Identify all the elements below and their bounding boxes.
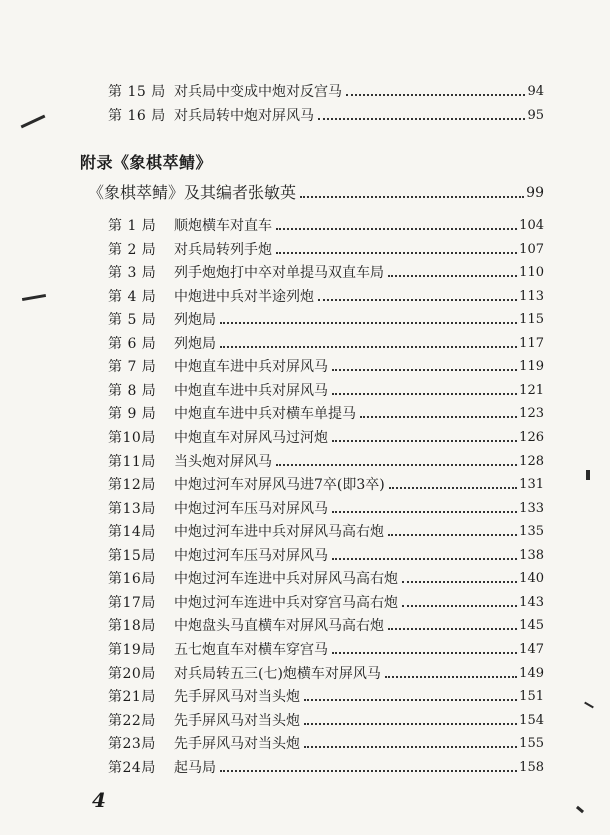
dot-leader	[304, 698, 517, 701]
toc-entry[interactable]	[108, 475, 544, 495]
toc-game-number: 第 6 局	[108, 335, 157, 352]
toc-game-number: 第19局	[108, 641, 156, 658]
toc-entry[interactable]	[108, 711, 544, 731]
dot-leader	[300, 195, 524, 198]
dot-leader	[388, 627, 517, 630]
toc-entry-title: 起马局	[174, 759, 216, 776]
toc-game-number: 第15局	[108, 547, 156, 564]
toc-game-number: 第14局	[108, 524, 156, 541]
toc-game-number: 第 15 局	[108, 84, 166, 100]
toc-page-number: 155	[519, 736, 544, 752]
toc-page-number: 131	[519, 477, 544, 493]
scan-mark	[576, 806, 584, 813]
toc-game-number: 第 4 局	[108, 288, 157, 305]
dot-leader	[276, 227, 517, 230]
toc-entry[interactable]	[108, 334, 544, 354]
toc-page-number: 94	[527, 84, 544, 99]
toc-entry-title: 中炮直车对屏风马过河炮	[174, 430, 328, 446]
appendix-intro-entry[interactable]	[88, 182, 544, 204]
toc-entry[interactable]	[108, 404, 544, 424]
toc-page-number: 126	[519, 430, 544, 445]
toc-entry[interactable]	[108, 640, 544, 660]
toc-entry[interactable]	[108, 593, 544, 613]
toc-page-number: 128	[519, 453, 544, 469]
toc-entry-title: 中炮过河车压马对屏风马	[174, 547, 328, 564]
toc-entry-title: 列炮局	[174, 312, 216, 329]
toc-game-number: 第23局	[108, 736, 156, 753]
toc-game-number: 第11局	[108, 453, 156, 470]
toc-entry[interactable]	[108, 546, 544, 566]
toc-page-number: 154	[519, 712, 544, 728]
dot-leader	[388, 274, 517, 277]
toc-entry[interactable]	[108, 287, 544, 307]
toc-entry-title: 中炮过河车连进中兵对穿宫马高右炮	[174, 594, 398, 611]
scan-mark	[22, 294, 46, 301]
toc-game-number: 第 9 局	[108, 406, 157, 423]
toc-game-number: 第 16 局	[108, 108, 166, 124]
toc-game-number: 第20局	[108, 665, 156, 682]
dot-leader	[220, 321, 517, 324]
toc-entry[interactable]	[108, 240, 544, 260]
toc-page-number: 143	[519, 594, 544, 610]
toc-game-number: 第24局	[108, 759, 156, 776]
dot-leader	[276, 463, 517, 466]
dot-leader	[220, 345, 517, 348]
toc-entry-title: 当头炮对屏风马	[174, 453, 272, 470]
toc-page-number: 151	[519, 689, 544, 704]
toc-entry-title: 五七炮直车对横车穿宫马	[174, 641, 328, 658]
toc-entry-title: 顺炮横车对直车	[174, 218, 272, 234]
dot-leader	[332, 510, 517, 513]
toc-page-number: 140	[519, 571, 544, 587]
appendix-heading: 附录《象棋萃鲭》	[80, 153, 213, 172]
toc-page-number: 135	[519, 524, 544, 540]
toc-game-number: 第 5 局	[108, 312, 157, 329]
toc-entry-title: 对兵局中变成中炮对反宫马	[174, 84, 342, 100]
toc-entry[interactable]	[108, 263, 544, 283]
toc-entry[interactable]	[108, 216, 544, 236]
toc-entry[interactable]	[108, 82, 544, 102]
dot-leader	[389, 486, 517, 489]
toc-entry[interactable]	[108, 106, 544, 126]
toc-page-number: 133	[519, 500, 544, 516]
toc-game-number: 第 2 局	[108, 241, 157, 258]
toc-page-number: 147	[519, 641, 544, 657]
dot-leader	[402, 580, 517, 583]
toc-entry-title: 中炮直车进中兵对横车单提马	[174, 406, 356, 423]
toc-page-number: 121	[519, 382, 544, 398]
toc-page-number: 113	[519, 288, 544, 304]
dot-leader	[388, 533, 517, 536]
dot-leader	[332, 557, 517, 560]
toc-entry-title: 中炮过河车进中兵对屏风马高右炮	[174, 524, 384, 541]
page-number: 4	[92, 788, 106, 812]
toc-game-number: 第12局	[108, 477, 156, 494]
toc-entry-title: 中炮盘头马直横车对屏风马高右炮	[174, 618, 384, 635]
toc-entry[interactable]	[108, 310, 544, 330]
toc-entry-title: 对兵局转五三(七)炮横车对屏风马	[174, 665, 381, 682]
dot-leader	[332, 392, 517, 395]
toc-entry[interactable]	[108, 687, 544, 707]
dot-leader	[385, 675, 517, 678]
toc-entry[interactable]	[108, 616, 544, 636]
toc-entry-title: 中炮直车进中兵对屏风马	[174, 359, 328, 376]
toc-entry-title: 中炮直车进中兵对屏风马	[174, 382, 328, 399]
toc-page-number: 110	[519, 265, 544, 281]
scan-mark	[584, 702, 594, 709]
toc-entry[interactable]	[108, 452, 544, 472]
toc-entry-title: 先手屏风马对当头炮	[174, 689, 300, 705]
toc-game-number: 第17局	[108, 594, 156, 611]
toc-entry[interactable]	[108, 664, 544, 684]
toc-page-number: 115	[519, 312, 544, 328]
toc-entry-title: 先手屏风马对当头炮	[174, 712, 300, 729]
toc-game-number: 第 3 局	[108, 265, 157, 282]
toc-page-number: 107	[519, 241, 544, 257]
dot-leader	[318, 298, 517, 301]
intro-title: 《象棋萃鲭》及其编者张敏英	[88, 183, 297, 202]
toc-game-number: 第 7 局	[108, 359, 157, 376]
toc-entry-title: 对兵局转中炮对屏风马	[174, 108, 314, 124]
toc-entry[interactable]	[108, 734, 544, 754]
dot-leader	[276, 251, 517, 254]
toc-game-number: 第16局	[108, 571, 156, 588]
toc-entry[interactable]	[108, 428, 544, 448]
dot-leader	[332, 368, 517, 371]
toc-page-number: 104	[519, 218, 544, 233]
toc-entry-title: 中炮过河车对屏风马进7卒(即3卒)	[174, 477, 385, 494]
toc-page-number: 117	[519, 335, 544, 351]
dot-leader	[304, 745, 517, 748]
toc-page-number: 95	[527, 108, 544, 123]
toc-entry-title: 列手炮炮打中卒对单提马双直车局	[174, 265, 384, 282]
toc-page-number: 119	[519, 359, 544, 375]
toc-entry[interactable]	[108, 499, 544, 519]
toc-page-number: 138	[519, 547, 544, 563]
toc-page-number: 149	[519, 665, 544, 681]
scan-mark	[21, 115, 46, 129]
toc-game-number: 第18局	[108, 618, 156, 635]
toc-game-number: 第13局	[108, 500, 156, 517]
toc-page-number: 123	[519, 406, 544, 422]
dot-leader	[332, 439, 517, 442]
toc-entry-title: 中炮过河车连进中兵对屏风马高右炮	[174, 571, 398, 588]
toc-entry-title: 中炮进中兵对半途列炮	[174, 288, 314, 305]
dot-leader	[318, 117, 525, 120]
toc-entry-title: 先手屏风马对当头炮	[174, 736, 300, 753]
toc-game-number: 第21局	[108, 689, 156, 705]
dot-leader	[332, 651, 517, 654]
toc-entry-title: 中炮过河车压马对屏风马	[174, 500, 328, 517]
dot-leader	[304, 722, 517, 725]
dot-leader	[360, 415, 517, 418]
toc-entry-title: 对兵局转列手炮	[174, 241, 272, 258]
toc-entry-title: 列炮局	[174, 335, 216, 352]
toc-entry[interactable]	[108, 569, 544, 589]
toc-game-number: 第22局	[108, 712, 156, 729]
toc-entry[interactable]	[108, 758, 544, 778]
scan-mark	[586, 470, 590, 480]
intro-page-number: 99	[526, 185, 544, 201]
toc-game-number: 第10局	[108, 430, 156, 446]
toc-entry[interactable]	[108, 381, 544, 401]
dot-leader	[220, 769, 517, 772]
toc-entry[interactable]	[108, 357, 544, 377]
dot-leader	[346, 93, 525, 96]
dot-leader	[402, 604, 517, 607]
toc-game-number: 第 1 局	[108, 218, 157, 234]
toc-page-number: 158	[519, 759, 544, 775]
toc-entry[interactable]	[108, 522, 544, 542]
toc-game-number: 第 8 局	[108, 382, 157, 399]
toc-page-number: 145	[519, 618, 544, 634]
